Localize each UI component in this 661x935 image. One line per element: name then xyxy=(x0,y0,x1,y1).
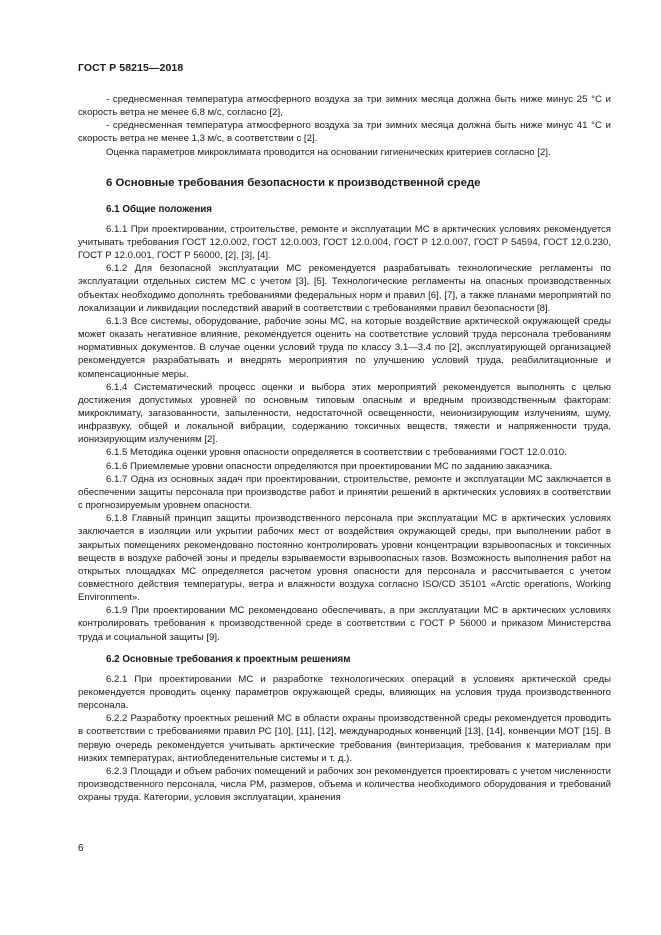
section-6-title: 6 Основные требования безопасности к производственной среде xyxy=(106,176,481,189)
page-number: 6 xyxy=(78,843,84,854)
document-header: ГОСТ Р 58215—2018 xyxy=(78,62,184,74)
paragraph-6-1-4: 6.1.4 Систематический процесс оценки и выбора этих мероприятий рекомендуется выполнять с целью достижения допустимых уровней по основным типовым опасным и вредным производственным факторам: микроклимату, загазованности, запыленности, недостаточной освещенности, неионизирующим излучениям, шуму, инфразвуку, общей и локальной вибрации, содержанию токсичных веществ, тяжести и напряженности труда, ионизирующим излучениям [2]. xyxy=(78,381,611,446)
paragraph-6-1-2: 6.1.2 Для безопасной эксплуатации МС рекомендуется разрабатывать технологические регламенты по эксплуатации отдельных систем МС с учетом [3], [5]. Технологические регламенты на опасных производственных объектах необходимо дополнять требованиями федеральных норм и правил [6], [7], а также планами мероприятий по локализации и ликвидации последствий аварий в соответствии с требованиями правил безопасности [8]. xyxy=(78,263,611,314)
paragraph-6-1-9: 6.1.9 При проектировании МС рекомендовано обеспечивать, а при эксплуатации МС в арктических условиях контролировать требования к производственной среде в соответствии с ГОСТ Р 56000 и приказом Министерства труда и социальной защиты [9]. xyxy=(78,605,611,643)
paragraph-6-1-5: 6.1.5 Методика оценки уровня опасности определяется в соответствии с требованиями ГОСТ 12.0.010. xyxy=(106,447,567,459)
paragraph-6-1-3: 6.1.3 Все системы, оборудование, рабочие зоны МС, на которые воздействие арктической окружающей среды может оказать негативное влияние, рекомендуется оценить на соответствие условий труда персонала требованиям нормативных документов. В случае оценки условий труда по классу 3.1—3.4 по [2], эксплуатирующей организацией рекомендуется разрабатывать и внедрять мероприятия по улучшению условий труда, реабилитационные и компенсационные меры. xyxy=(78,315,611,380)
paragraph-6-2-1: 6.2.1 При проектировании МС и разработке технологических операций в условиях арктической среды рекомендуется проводить оценку параметров окружающей среды, влияющих на условия труда производственного персонала. xyxy=(78,673,611,712)
paragraph-6-1-7: 6.1.7 Одна из основных задач при проектировании, строительстве, ремонте и эксплуатации МС заключается в обеспечении защиты персонала при производстве работ и принятии решений в арктических условиях в соответствии с прогнозируемым уровнем опасности. xyxy=(78,473,611,512)
paragraph-6-1-6: 6.1.6 Приемлемые уровни опасности определяются при проектировании МС по заданию заказчика. xyxy=(106,460,553,472)
intro-paragraph-2: - среднесменная температура атмосферного воздуха за три зимних месяца должна быть ниже минус 41 °С и скорость ветра не менее 1,3 м/с, в соответствии с [2]. xyxy=(78,120,611,145)
subsection-6-1-title: 6.1 Общие положения xyxy=(106,203,213,215)
paragraph-6-2-3: 6.2.3 Площади и объем рабочих помещений и рабочих зон рекомендуется проектировать с учетом численности производственного персонала, числа РМ, размеров, объема и количества необходимого оборудования и требований охраны труда. Категории, условия эксплуатации, хранения xyxy=(78,765,611,804)
subsection-6-2-title: 6.2 Основные требования к проектным решениям xyxy=(106,653,351,665)
paragraph-6-2-2: 6.2.2 Разработку проектных решений МС в области охраны производственной среды рекомендуется проводить в соответствии с требованиями правил РС [10], [11], [12], международных конвенций [13], [14], конвенции МОТ [15]. В первую очередь рекомендуется учитывать арктические требования (винтеризация, требования к материалам при низких температурах, антиобледенительные системы и т. д.). xyxy=(78,713,611,764)
paragraph-6-1-8: 6.1.8 Главный принцип защиты производственного персонала при эксплуатации МС в арктических условиях заключается в изоляции или укрытии рабочих мест от воздействия окружающей среды, при выполнении работ в закрытых помещениях рекомендовано постоянно контролировать уровни концентрации взрывоопасных и токсичных веществ в воздухе рабочей зоны и пределы взрываемости взрывоопасных газов. Возможность выполнения работ на открытых площадках МС определяется расчетом уровня опасности для персонала и рассчитывается с учетом совместного действия температуры, ветра и влажности воздуха согласно ISO/CD 35101 «Arctic operations, Working Environment». xyxy=(78,513,611,604)
intro-paragraph-3: Оценка параметров микроклимата проводится на основании гигиенических критериев согласно [2]. xyxy=(106,146,551,158)
page-body xyxy=(78,93,611,804)
paragraph-6-1-1: 6.1.1 При проектировании, строительстве, ремонте и эксплуатации МС в арктических условиях рекомендуется учитывать требования ГОСТ 12.0.002, ГОСТ 12.0.003, ГОСТ 12.0.004, ГОСТ Р 12.0.007, ГОСТ Р 54594, ГОСТ 12.0.230, ГОСТ Р 12.0.001, ГОСТ Р 56000, [2], [3], [4]. xyxy=(78,223,611,262)
intro-paragraph-1: - среднесменная температура атмосферного воздуха за три зимних месяца должна быть ниже минус 25 °С и скорость ветра не менее 6,8 м/с, согласно [2], xyxy=(78,94,611,119)
